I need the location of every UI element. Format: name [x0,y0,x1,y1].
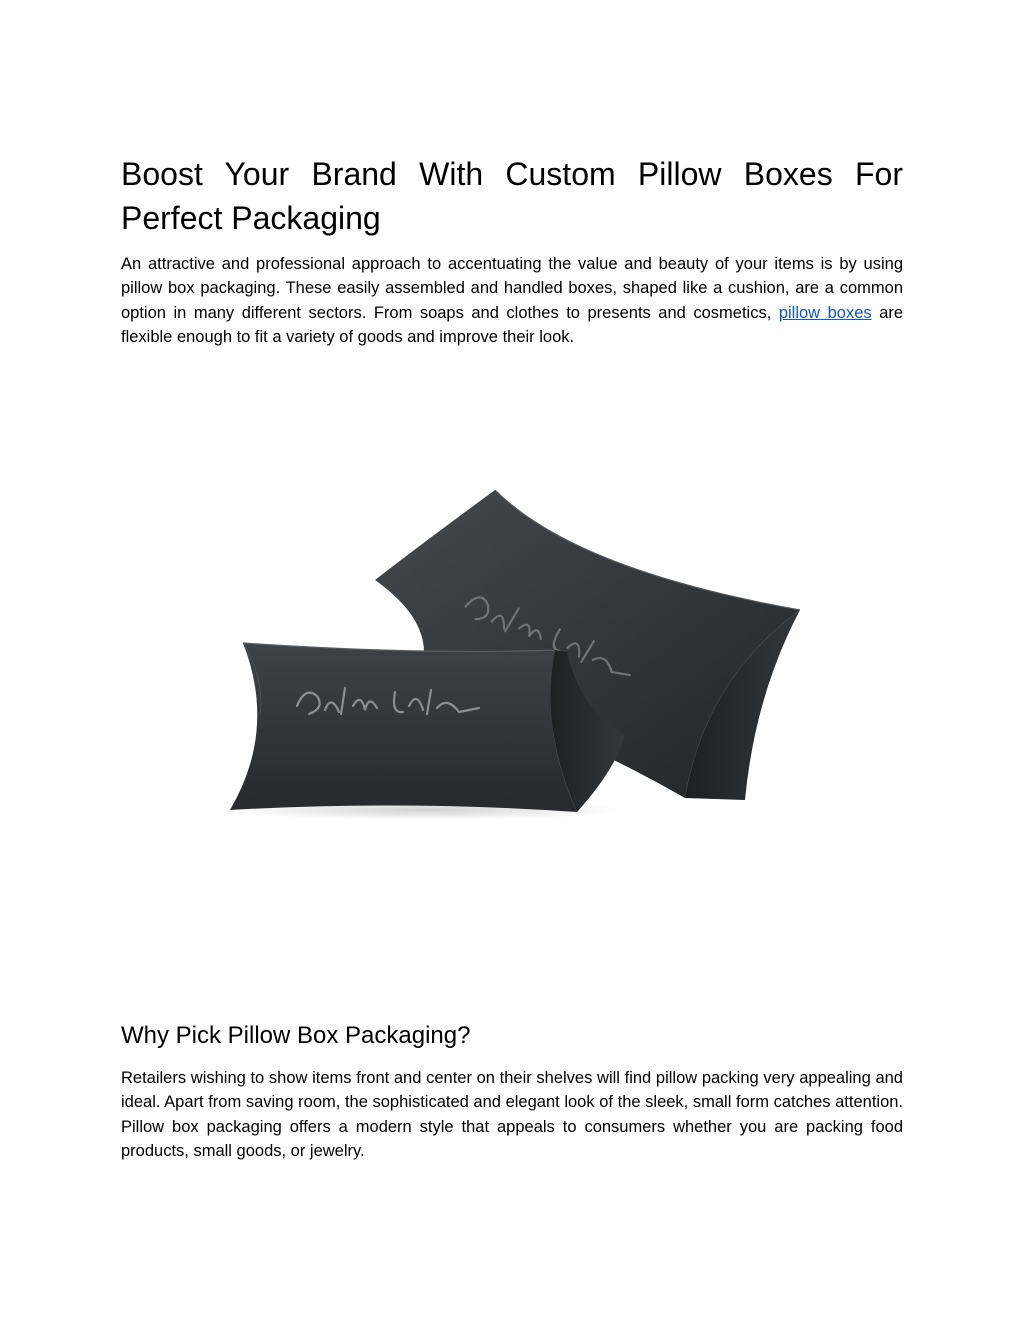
page-title: Boost Your Brand With Custom Pillow Boxes For Perfect Packaging [121,156,903,236]
intro-paragraph [121,252,903,350]
front-pillow-box [230,643,625,812]
section-paragraph: Retailers wishing to show items front and center on their shelves will find pillow packing very appealing and ideal. Apart from saving room, the sophisticated and elegant look of the sleek, small form catches attention. Pillow box packaging offers a modern style that appeals to consumers whether you are packing food products, small goods, or jewelry. [121,1069,903,1161]
section-heading: Why Pick Pillow Box Packaging? [121,1022,471,1049]
intro-text-before-link: An attractive and professional approach to accentuating the value and beauty of your items is by using pillow box packaging. These easily assembled and handled boxes, shaped like a cushion, are a common option in many different sectors. From soaps and clothes to presents and cosmetics, [121,255,903,322]
front-box-body [230,643,577,812]
intro-text-after-link: are flexible enough to fit a variety of goods and improve their look. [121,303,904,347]
pillow-boxes-image [215,480,815,825]
pillow-boxes-link[interactable]: pillow boxes [778,303,872,322]
